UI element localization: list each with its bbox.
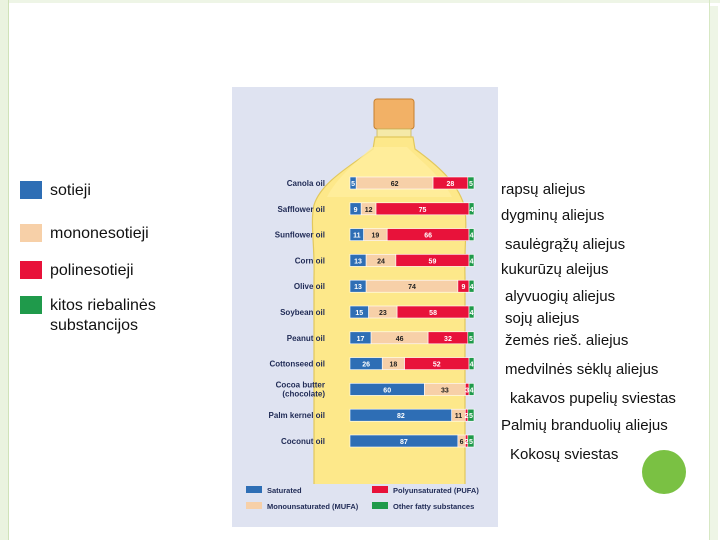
bar-label-peanut-oil-other-fatty-substances: 5 — [468, 335, 473, 343]
bar-label-olive-oil-saturated: 13 — [354, 284, 362, 292]
lt-label-corn: kukurūzų aleijus — [501, 261, 609, 278]
lt-label-soybean: sojų aliejus — [505, 310, 580, 327]
chart-legend-label-polyunsaturated-pufa: Polyunsaturated (PUFA) — [393, 486, 479, 495]
bar-label-canola-oil-polyunsaturated-pufa: 28 — [446, 181, 455, 188]
slide-frame-line-left — [8, 0, 9, 540]
lt-label-safflower: dygminų aliejus — [501, 207, 605, 224]
bar-label-corn-oil-monounsaturated-mufa: 24 — [377, 258, 385, 266]
bar-label-safflower-oil-other-fatty-substances: 4 — [469, 206, 474, 214]
lt-label-peanut: žemės rieš. aliejus — [505, 332, 629, 349]
category-label-sunflower-oil: Sunflower oil — [274, 230, 325, 240]
category-label-canola-oil: Canola oil — [286, 179, 325, 188]
legend-label-pufa: polinesotieji — [50, 262, 134, 279]
bar-label-peanut-oil-polyunsaturated-pufa: 32 — [444, 335, 452, 343]
legend-item-mufa — [20, 224, 149, 244]
lt-label-cocoa: kakavos pupelių sviestas — [510, 390, 676, 407]
bar-label-safflower-oil-monounsaturated-mufa: 12 — [364, 206, 373, 214]
bar-label-canola-oil-saturated: 5 — [351, 181, 356, 188]
category-label-cottonseed-oil: Cottonseed oil — [269, 359, 325, 369]
lt-label-coconut: Kokosų sviestas — [510, 446, 619, 463]
category-label-safflower-oil: Safflower oil — [277, 204, 325, 214]
bar-label-cottonseed-oil-other-fatty-substances: 4 — [469, 361, 474, 369]
bar-label-corn-oil-polyunsaturated-pufa: 59 — [428, 258, 437, 266]
bar-label-sunflower-oil-saturated: 11 — [353, 232, 361, 240]
bar-label-olive-oil-polyunsaturated-pufa: 9 — [461, 284, 466, 292]
legend-item-pufa — [20, 261, 134, 281]
bar-label-cottonseed-oil-monounsaturated-mufa: 18 — [389, 361, 398, 369]
bar-label-coconut-oil-other-fatty-substances: 5 — [468, 439, 473, 446]
legend-swatch-saturated — [20, 181, 42, 199]
bar-label-palm-kernel-oil-polyunsaturated-pufa: 2 — [464, 413, 469, 421]
legend-item-other — [20, 296, 200, 336]
bar-label-safflower-oil-polyunsaturated-pufa: 75 — [418, 206, 427, 214]
bar-label-peanut-oil-saturated: 17 — [356, 335, 365, 343]
bar-label-corn-oil-saturated: 13 — [354, 258, 362, 266]
slide-frame-top — [0, 0, 720, 3]
bar-label-sunflower-oil-polyunsaturated-pufa: 66 — [424, 232, 433, 240]
legend-label-other: kitos riebalinės substancijos — [50, 297, 156, 334]
bar-label-cocoa-butter-chocolate-polyunsaturated-pufa: 3 — [465, 387, 470, 395]
legend-swatch-other — [20, 296, 42, 314]
bar-label-palm-kernel-oil-saturated: 82 — [396, 413, 405, 421]
chart-legend-label-monounsaturated-mufa: Monounsaturated (MUFA) — [267, 502, 359, 511]
oil-fat-composition-chart — [232, 87, 498, 527]
bar-label-coconut-oil-polyunsaturated-pufa: 2 — [464, 439, 469, 446]
bar-label-coconut-oil-monounsaturated-mufa: 6 — [459, 439, 464, 446]
bar-label-coconut-oil-saturated: 87 — [400, 439, 408, 446]
bar-label-palm-kernel-oil-other-fatty-substances: 5 — [468, 413, 473, 421]
slide-frame-line-right — [709, 0, 710, 540]
lt-label-palm-kernel: Palmių branduolių aliejus — [501, 417, 668, 434]
bar-label-canola-oil-other-fatty-substances: 5 — [468, 181, 473, 188]
lt-label-canola: rapsų aliejus — [501, 181, 586, 198]
bottle-neck — [377, 129, 411, 137]
decorative-green-circle — [642, 450, 686, 494]
chart-legend-swatch-monounsaturated-mufa — [246, 502, 262, 509]
bar-label-cocoa-butter-chocolate-saturated: 60 — [383, 387, 392, 395]
slide-frame-right — [710, 6, 718, 540]
category-label-cocoa-butter-chocolate: Cocoa butter (chocolate) — [275, 380, 325, 399]
legend-item-saturated — [20, 181, 91, 201]
chart-legend-swatch-saturated — [246, 486, 262, 493]
bar-label-cocoa-butter-chocolate-other-fatty-substances: 4 — [469, 387, 474, 395]
bar-label-safflower-oil-saturated: 9 — [353, 206, 358, 214]
category-label-soybean-oil: Soybean oil — [280, 308, 325, 317]
lt-label-cottonseed: medvilnės sėklų aliejus — [505, 361, 659, 378]
lt-label-olive: alyvuogių aliejus — [505, 288, 616, 305]
bar-label-cottonseed-oil-saturated: 26 — [362, 361, 371, 369]
legend-swatch-mufa — [20, 224, 42, 242]
bar-label-canola-oil-monounsaturated-mufa: 62 — [390, 181, 399, 188]
bar-label-soybean-oil-polyunsaturated-pufa: 58 — [429, 310, 437, 317]
category-label-corn-oil: Corn oil — [294, 256, 325, 266]
bar-label-sunflower-oil-monounsaturated-mufa: 19 — [371, 232, 380, 240]
bar-label-soybean-oil-saturated: 15 — [355, 310, 364, 317]
chart-legend-swatch-polyunsaturated-pufa — [372, 486, 388, 493]
legend-label-saturated: sotieji — [50, 182, 91, 199]
bar-label-olive-oil-monounsaturated-mufa: 74 — [408, 284, 416, 292]
bar-label-olive-oil-other-fatty-substances: 4 — [469, 284, 474, 292]
bar-label-soybean-oil-other-fatty-substances: 4 — [469, 310, 474, 317]
bar-label-sunflower-oil-other-fatty-substances: 4 — [469, 232, 474, 240]
bar-label-cocoa-butter-chocolate-monounsaturated-mufa: 33 — [440, 387, 449, 395]
bar-label-soybean-oil-monounsaturated-mufa: 23 — [378, 310, 387, 317]
bar-label-cottonseed-oil-polyunsaturated-pufa: 52 — [432, 361, 441, 369]
category-label-peanut-oil: Peanut oil — [286, 333, 325, 343]
legend-swatch-pufa — [20, 261, 42, 279]
chart-legend-swatch-other-fatty-substances — [372, 502, 388, 509]
legend-label-mufa: mononesotieji — [50, 225, 149, 242]
chart-legend-label-saturated: Saturated — [267, 486, 302, 495]
category-label-coconut-oil: Coconut oil — [281, 437, 325, 446]
lt-label-sunflower: saulėgrąžų aliejus — [505, 236, 626, 253]
bar-label-corn-oil-other-fatty-substances: 4 — [469, 258, 474, 266]
slide-frame-left — [0, 0, 8, 540]
bar-label-peanut-oil-monounsaturated-mufa: 46 — [395, 335, 404, 343]
bottle-cap — [374, 99, 414, 129]
category-label-palm-kernel-oil: Palm kernel oil — [268, 411, 325, 421]
bar-label-palm-kernel-oil-monounsaturated-mufa: 11 — [454, 413, 463, 421]
chart-legend-label-other-fatty-substances: Other fatty substances — [393, 502, 475, 511]
category-label-olive-oil: Olive oil — [293, 282, 325, 292]
